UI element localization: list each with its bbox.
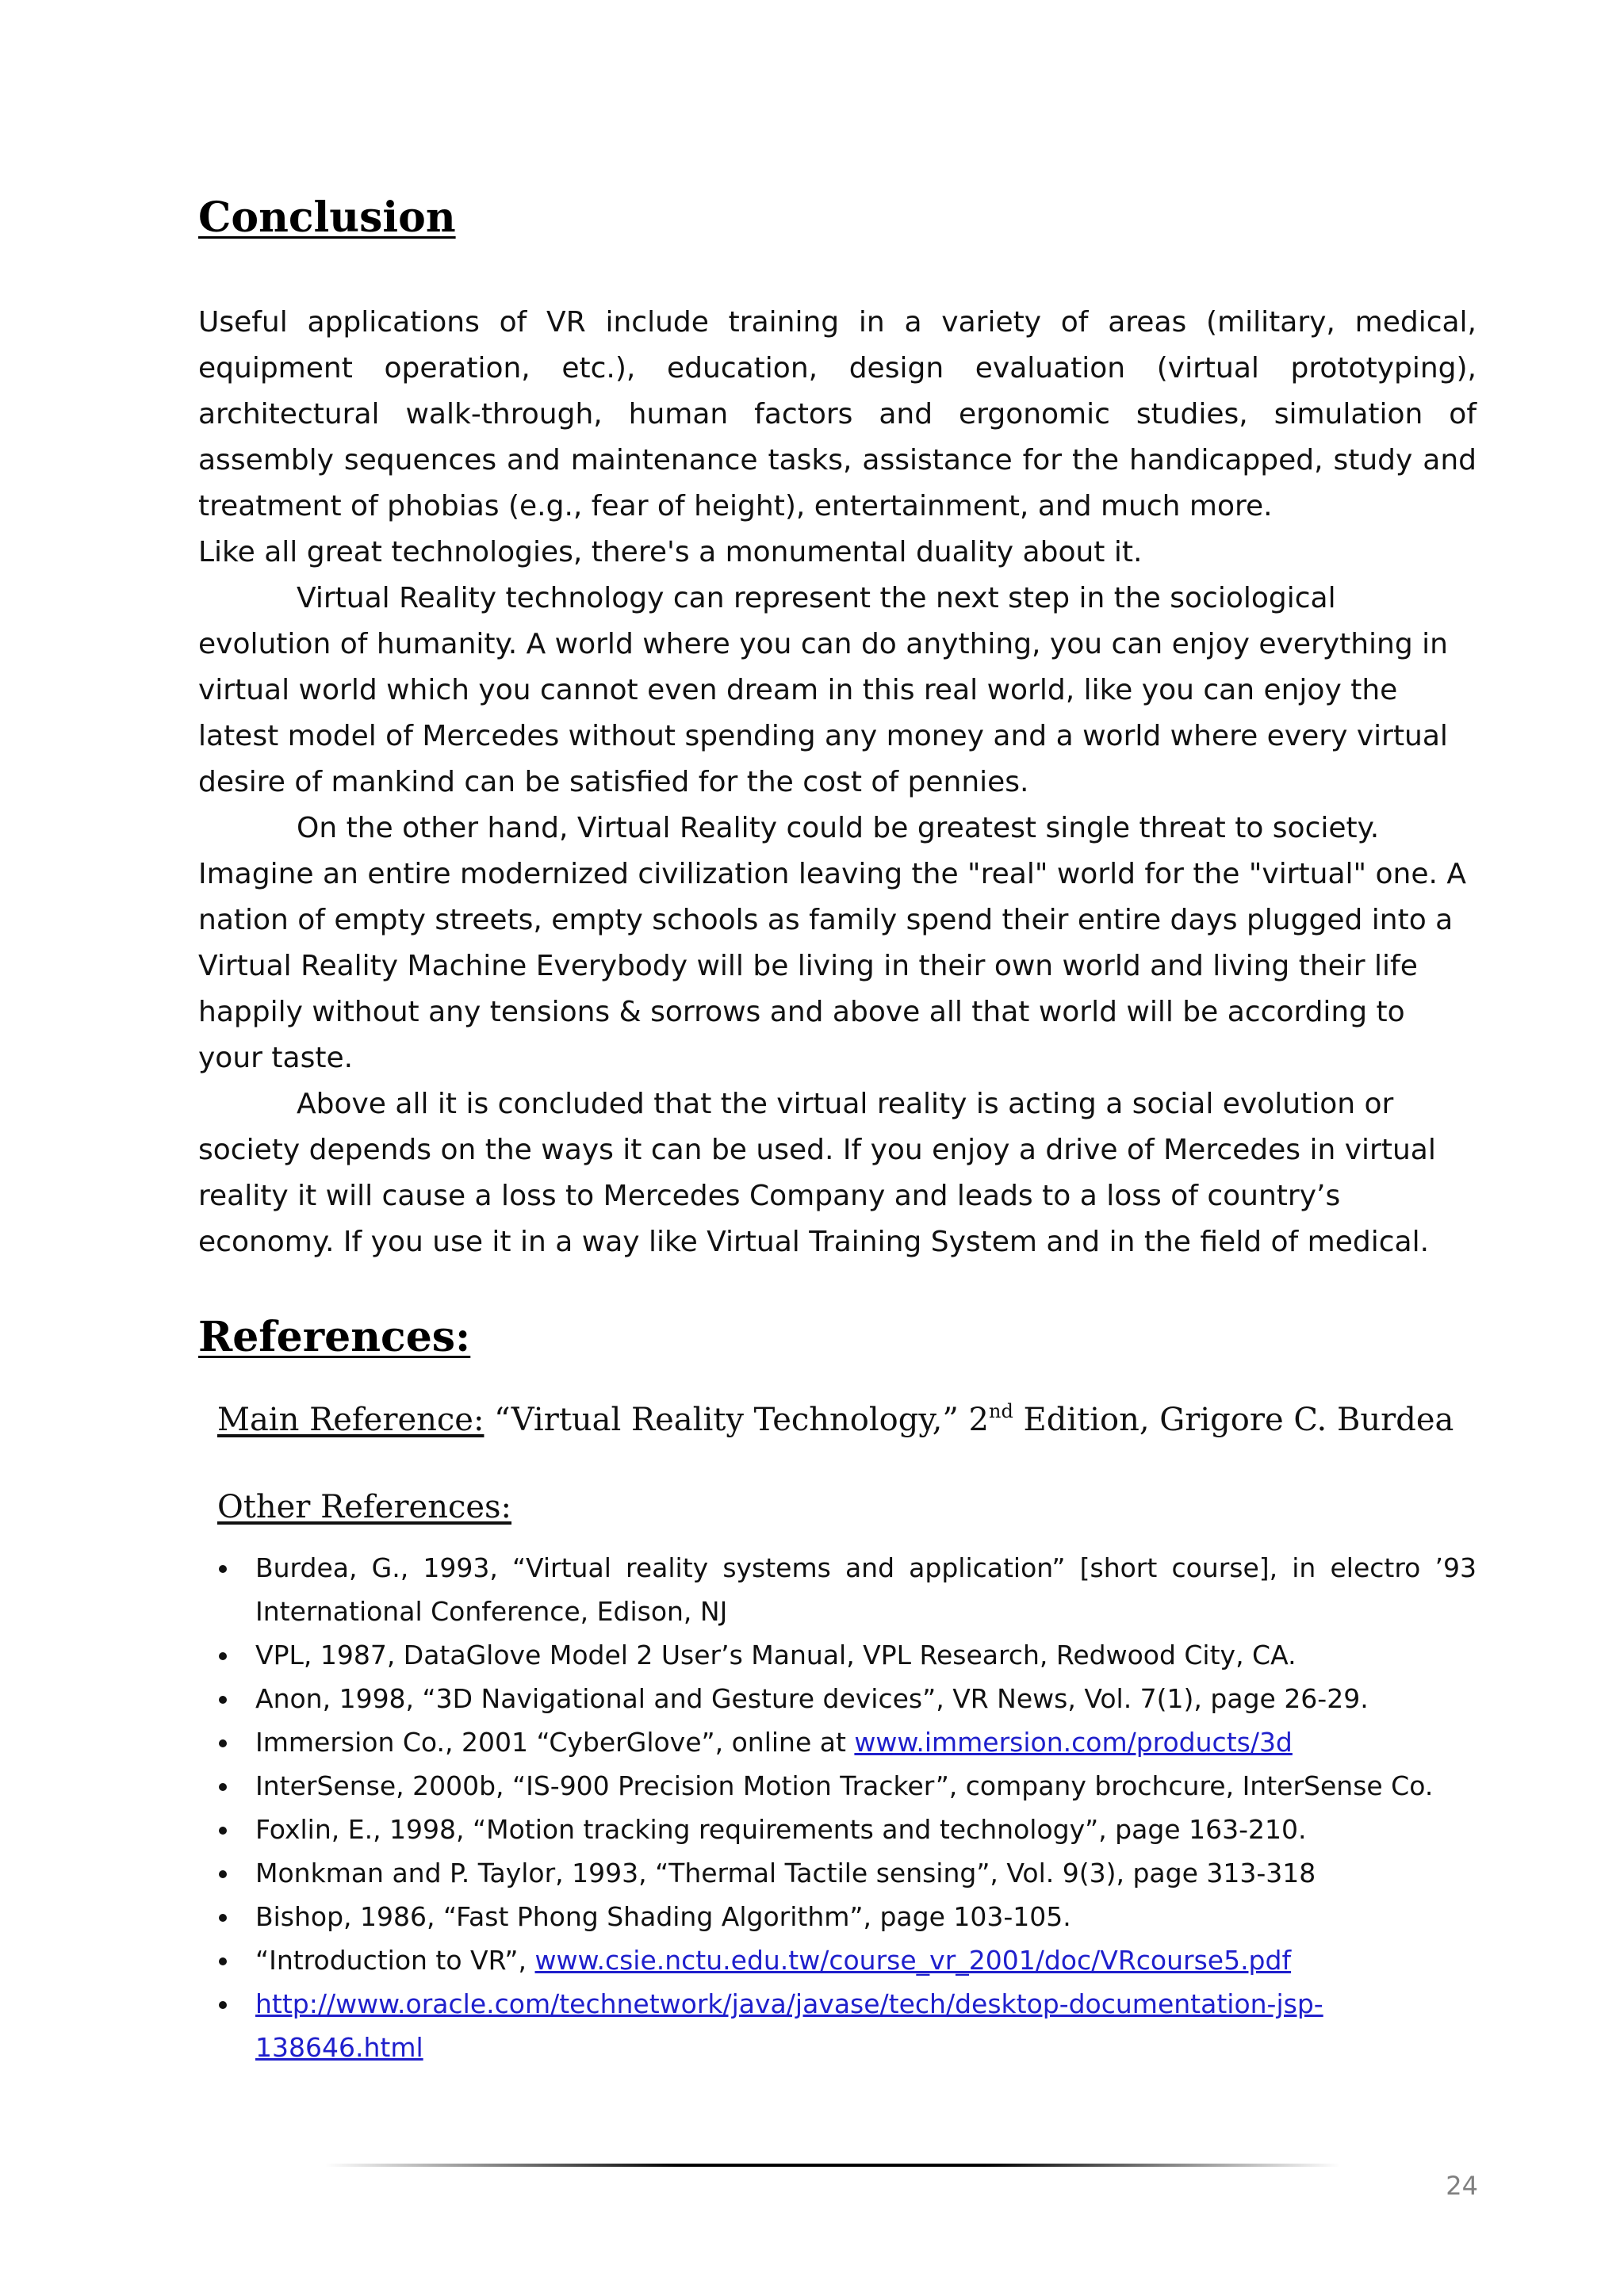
conclusion-body [198,300,1477,1265]
conclusion-paragraph-5: Above all it is concluded that the virtual reality is acting a social evolution or society depends on the ways it can be used. If you enjoy a drive of Mercedes in virtual reality it will cause a loss to Mercedes Company and leads to a loss of country’s economy. If you use it in a way like Virtual Training System and in the field of medical. [198,1088,1436,1258]
bullet-icon [219,1565,227,1573]
reference-text: “Introduction to VR”, [255,1945,535,1976]
reference-item [217,1633,1477,1677]
reference-item [217,1720,1477,1764]
main-reference-superscript: nd [988,1400,1013,1422]
conclusion-paragraph-2: Like all great technologies, there's a monumental duality about it. [198,536,1143,568]
reference-item [217,1546,1477,1633]
conclusion-paragraph-3: Virtual Reality technology can represent the next step in the sociological evolution of humanity. A world where you can do anything, you can enjoy everything in virtual world which you cannot even dream in this real world, like you can enjoy the latest model of Mercedes without spending any money and a world where every virtual desire of mankind can be satisfied for the cost of pennies. [198,582,1448,798]
bullet-icon [219,2001,227,2009]
footer-divider [325,2164,1340,2167]
page-number: 24 [1446,2171,1478,2201]
reference-item [217,1895,1477,1938]
bullet-icon [219,1827,227,1835]
bullet-icon [219,1870,227,1878]
conclusion-paragraph-4: On the other hand, Virtual Reality could be greatest single threat to society. Imagine an entire modernized civilization leaving the "real" world for the "virtual" one. A nation of empty streets, empty schools as family spend their entire days plugged into a Virtual Reality Machine Everybody will be living in their own world and living their life happily without any tensions & sorrows and above all that world will be according to your taste. [198,812,1467,1074]
main-reference-text-b: Edition, Grigore C. Burdea [1013,1402,1454,1438]
reference-text: Immersion Co., 2001 “CyberGlove”, online at [255,1727,855,1758]
main-reference-text-a: “Virtual Reality Technology,” 2 [484,1402,989,1438]
reference-text: Foxlin, E., 1998, “Motion tracking requirements and technology”, page 163-210. [255,1814,1307,1845]
reference-text: Anon, 1998, “3D Navigational and Gesture devices”, VR News, Vol. 7(1), page 26-29. [255,1683,1369,1714]
reference-text: Bishop, 1986, “Fast Phong Shading Algorithm”, page 103-105. [255,1901,1071,1932]
reference-text: VPL, 1987, DataGlove Model 2 User’s Manual, VPL Research, Redwood City, CA. [255,1640,1297,1670]
conclusion-paragraph-1: Useful applications of VR include training in a variety of areas (military, medical, equipment operation, etc.), education, design evaluation (virtual prototyping), architectural walk-through, human factors and ergonomic studies, simulation of assembly sequences and maintenance tasks, assistance for the handicapped, study and treatment of phobias (e.g., fear of height), entertainment, and much more. [198,306,1477,522]
reference-text: Burdea, G., 1993, “Virtual reality systems and application” [short course], in electro ’93 International Conference, Edison, NJ [255,1552,1477,1627]
bullet-icon [219,1696,227,1704]
bullet-icon [219,1914,227,1922]
references-heading: References: [198,1313,471,1361]
bullet-icon [219,1783,227,1791]
bullet-icon [219,1652,227,1660]
reference-text: Monkman and P. Taylor, 1993, “Thermal Tactile sensing”, Vol. 9(3), page 313-318 [255,1858,1316,1888]
reference-link[interactable]: www.csie.nctu.edu.tw/course_vr_2001/doc/VRcourse5.pdf [534,1945,1292,1976]
reference-list [217,1546,1477,2069]
main-reference [217,1402,1454,1438]
conclusion-heading: Conclusion [198,193,456,242]
reference-item [217,1982,1477,2069]
bullet-icon [219,1739,227,1747]
reference-item [217,1938,1477,1982]
reference-link[interactable]: http://www.oracle.com/technetwork/java/javase/tech/desktop-documentation-jsp-138646.html [255,1988,1323,2063]
reference-text: InterSense, 2000b, “IS-900 Precision Motion Tracker”, company brochcure, InterSense Co. [255,1770,1434,1801]
reference-item [217,1851,1477,1895]
main-reference-label: Main Reference: [217,1402,485,1438]
bullet-icon [219,1957,227,1965]
reference-item [217,1764,1477,1808]
reference-link[interactable]: www.immersion.com/products/3d [854,1727,1293,1758]
reference-item [217,1808,1477,1851]
other-references-label: Other References: [217,1489,512,1525]
reference-item [217,1677,1477,1720]
